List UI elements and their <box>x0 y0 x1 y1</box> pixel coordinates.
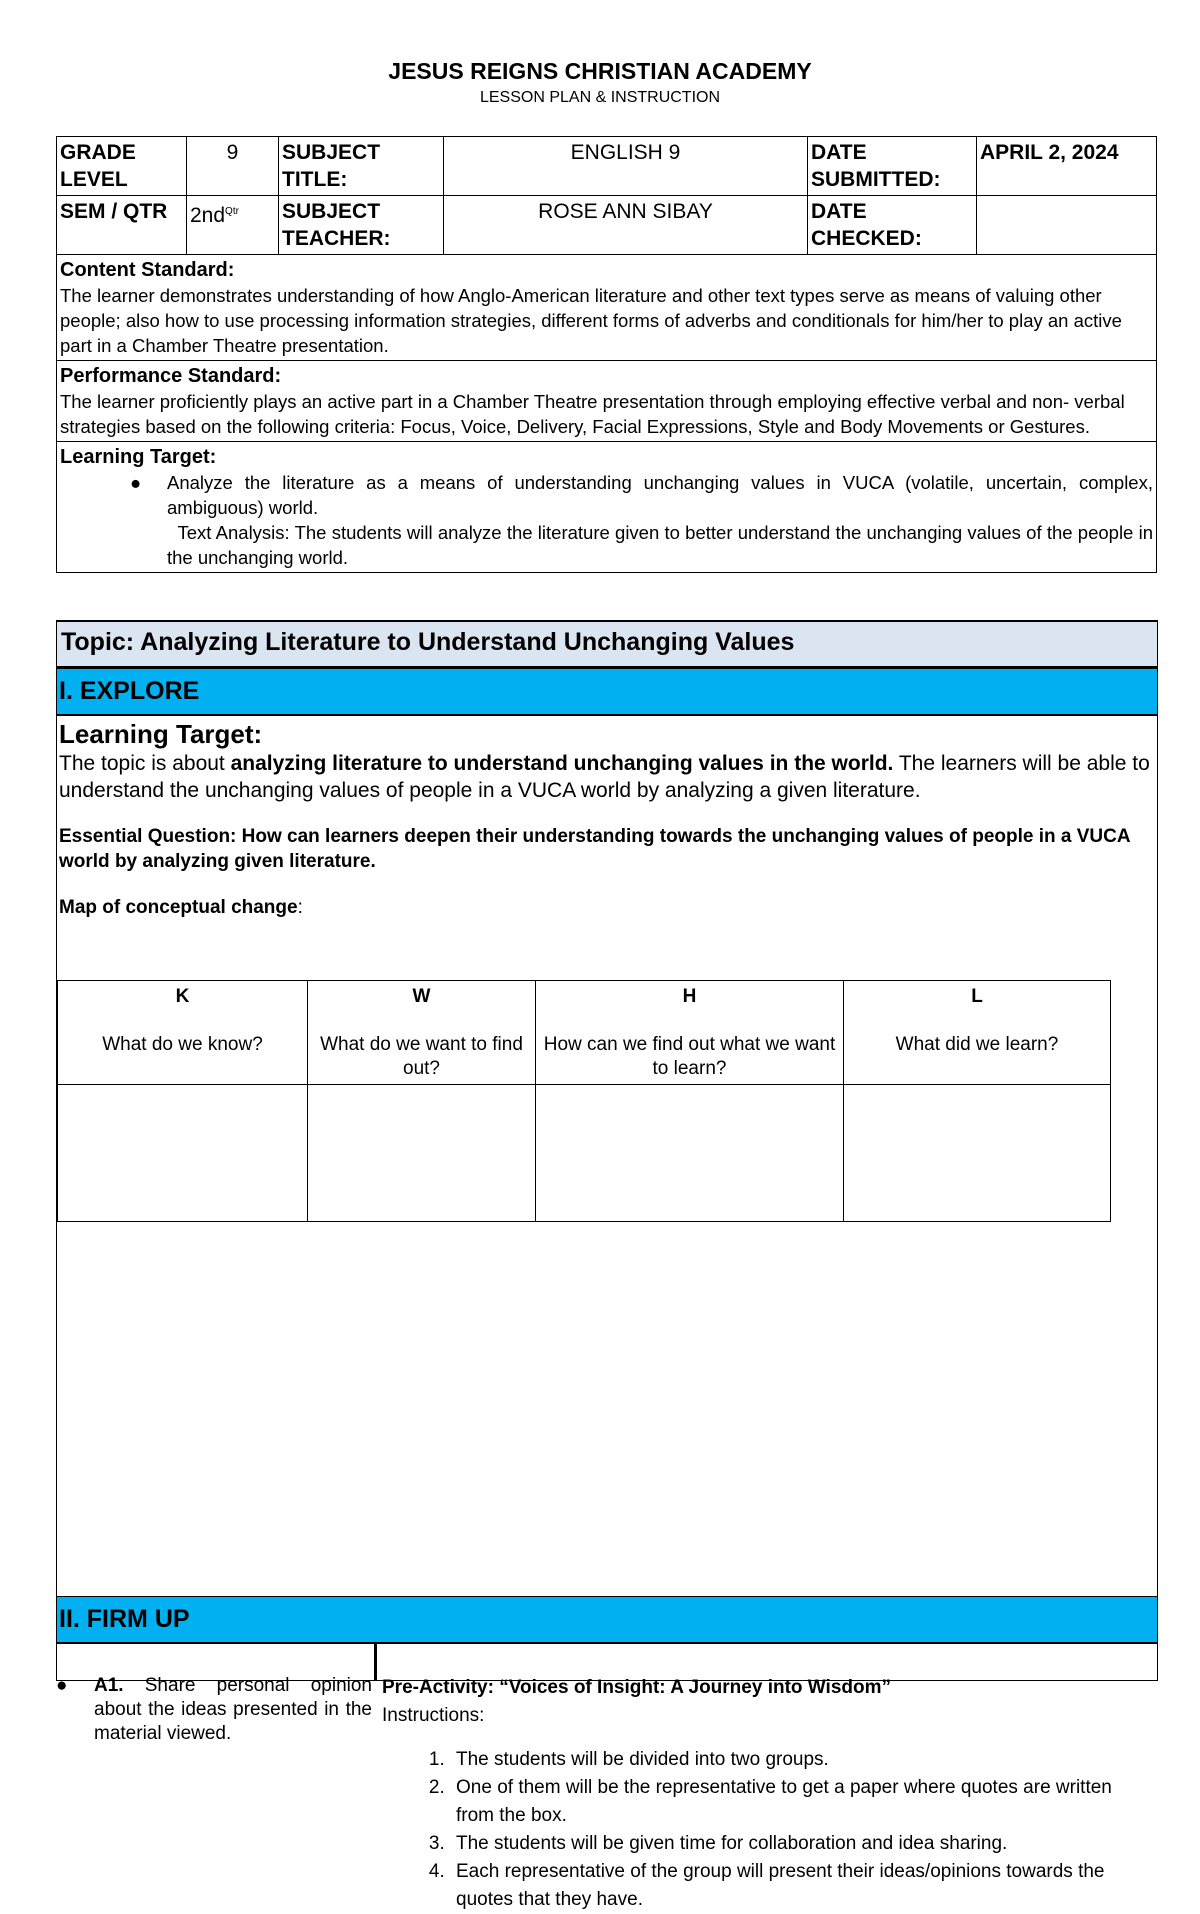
date-checked-label: DATE CHECKED: <box>808 196 977 255</box>
instruction-step: 1. The students will be divided into two groups. <box>450 1746 1153 1774</box>
pre-activity-title: Pre-Activity: “Voices of Insight: A Journey into Wisdom” <box>382 1677 892 1698</box>
map-label: Map of conceptual change <box>59 897 298 918</box>
sem-qtr-value <box>187 196 279 255</box>
kwhl-h-cell <box>536 981 844 1085</box>
learning-target-paragraph <box>59 750 1151 804</box>
lesson-body <box>56 620 1158 1910</box>
subject-title-label: SUBJECT TITLE: <box>279 137 444 196</box>
map-of-conceptual-change <box>59 894 1151 921</box>
a1-label: A1. <box>94 1675 124 1696</box>
text-analysis-text <box>60 520 1153 570</box>
kwhl-w-letter: W <box>412 986 431 1007</box>
firm-up-left-column <box>56 1644 377 1744</box>
map-colon: : <box>297 897 303 918</box>
explore-content <box>59 718 1151 921</box>
activity-a1 <box>56 1674 372 1746</box>
content-standard-row <box>57 255 1157 361</box>
school-name: JESUS REIGNS CHRISTIAN ACADEMY <box>388 58 812 84</box>
grade-level-label: GRADE LEVEL <box>57 137 187 196</box>
kwhl-h-answer[interactable] <box>536 1085 844 1222</box>
info-row-2 <box>57 196 1157 255</box>
kwhl-w-question: What do we want to find out? <box>320 1034 523 1079</box>
kwhl-h-question: How can we find out what we want to learn? <box>543 1034 836 1079</box>
text-analysis-content: Text Analysis: The students will analyze the literature given to better understand the unchanging values of the people in the unchanging world. <box>167 522 1153 568</box>
subject-title-value: ENGLISH 9 <box>444 137 808 196</box>
sem-value: 2nd <box>190 204 226 227</box>
essential-question: Essential Question: How can learners deepen their understanding towards the unchanging values of people in a VUCA world by analyzing given literature. <box>59 826 1130 872</box>
learning-target-cell <box>57 442 1157 573</box>
content-standard-label: Content Standard: <box>60 259 235 281</box>
kwhl-l-answer[interactable] <box>844 1085 1111 1222</box>
lt-intro: The topic is about <box>59 752 231 775</box>
lt-bold: analyzing literature to understand unchanging values in the world. <box>230 752 894 775</box>
kwhl-header-row <box>58 981 1111 1085</box>
performance-standard-row <box>57 361 1157 442</box>
learning-target-list <box>60 470 1153 520</box>
kwhl-w-cell <box>308 981 536 1085</box>
kwhl-k-letter: K <box>175 986 190 1007</box>
instruction-step: 2. One of them will be the representative to get a paper where quotes are written from the box. <box>450 1774 1153 1830</box>
learning-target-bullet-text: Analyze the literature as a means of understanding unchanging values in VUCA (volatile, uncertain, complex, ambiguous) world. <box>167 472 1153 518</box>
kwhl-table <box>57 980 1111 1222</box>
explore-heading: I. EXPLORE <box>57 668 1157 716</box>
kwhl-h-letter: H <box>682 986 697 1007</box>
instructions-label: Instructions: <box>382 1705 485 1726</box>
kwhl-w-answer[interactable] <box>308 1085 536 1222</box>
instruction-steps <box>382 1746 1153 1914</box>
kwhl-answer-row <box>58 1085 1111 1222</box>
instruction-step: 3. The students will be given time for collaboration and idea sharing. <box>450 1830 1153 1858</box>
topic-heading: Topic: Analyzing Literature to Understand Unchanging Values <box>57 622 1157 668</box>
firm-up-heading: II. FIRM UP <box>57 1596 1157 1644</box>
document-subtitle: LESSON PLAN & INSTRUCTION <box>479 89 721 106</box>
date-submitted-value: APRIL 2, 2024 <box>977 137 1157 196</box>
sem-superscript: Qtr <box>225 206 239 217</box>
instruction-step: 4. Each representative of the group will present their ideas/opinions towards the quotes that they have. <box>450 1858 1153 1914</box>
kwhl-l-cell <box>844 981 1111 1085</box>
pre-activity <box>382 1674 1153 1914</box>
performance-standard-cell <box>57 361 1157 442</box>
learning-target-item <box>60 470 1153 520</box>
lesson-info-table <box>56 136 1157 573</box>
info-row-1 <box>57 137 1157 196</box>
performance-standard-text: The learner proficiently plays an active part in a Chamber Theatre presentation through employing effective verbal and non- verbal strategies based on the following criteria: Focus, Voice, Delivery, Facial Expressions, Style and Body Movements or Gestures. <box>60 391 1125 437</box>
kwhl-k-cell <box>58 981 308 1085</box>
sem-qtr-label: SEM / QTR <box>57 196 187 255</box>
performance-standard-label: Performance Standard: <box>60 365 282 387</box>
kwhl-k-answer[interactable] <box>58 1085 308 1222</box>
kwhl-k-question: What do we know? <box>102 1034 263 1055</box>
date-checked-value <box>977 196 1157 255</box>
date-submitted-label: DATE SUBMITTED: <box>808 137 977 196</box>
firm-up-right-column <box>380 1644 1157 1910</box>
kwhl-l-question: What did we learn? <box>895 1034 1059 1055</box>
content-standard-cell <box>57 255 1157 361</box>
learning-target-label: Learning Target: <box>60 446 217 468</box>
subject-teacher-label: SUBJECT TEACHER: <box>279 196 444 255</box>
kwhl-l-letter: L <box>971 986 983 1007</box>
lt-rest: The learners will be able to understand the unchanging values of people in a VUCA world by analyzing a given literature. <box>59 752 1150 802</box>
subject-teacher-value: ROSE ANN SIBAY <box>444 196 808 255</box>
a1-text: Share personal opinion about the ideas presented in the material viewed. <box>94 1675 372 1744</box>
bullet-icon: ● <box>56 1675 68 1696</box>
content-standard-text: The learner demonstrates understanding of how Anglo-American literature and other text types serve as means of valuing other people; also how to use processing information strategies, different forms of adverbs and conditionals for him/her to play an active part in a Chamber Theatre presentation. <box>60 285 1122 356</box>
learning-target-heading: Learning Target: <box>59 719 263 749</box>
bullet-icon: ● <box>130 472 142 493</box>
learning-target-row <box>57 442 1157 573</box>
grade-level-value: 9 <box>187 137 279 196</box>
